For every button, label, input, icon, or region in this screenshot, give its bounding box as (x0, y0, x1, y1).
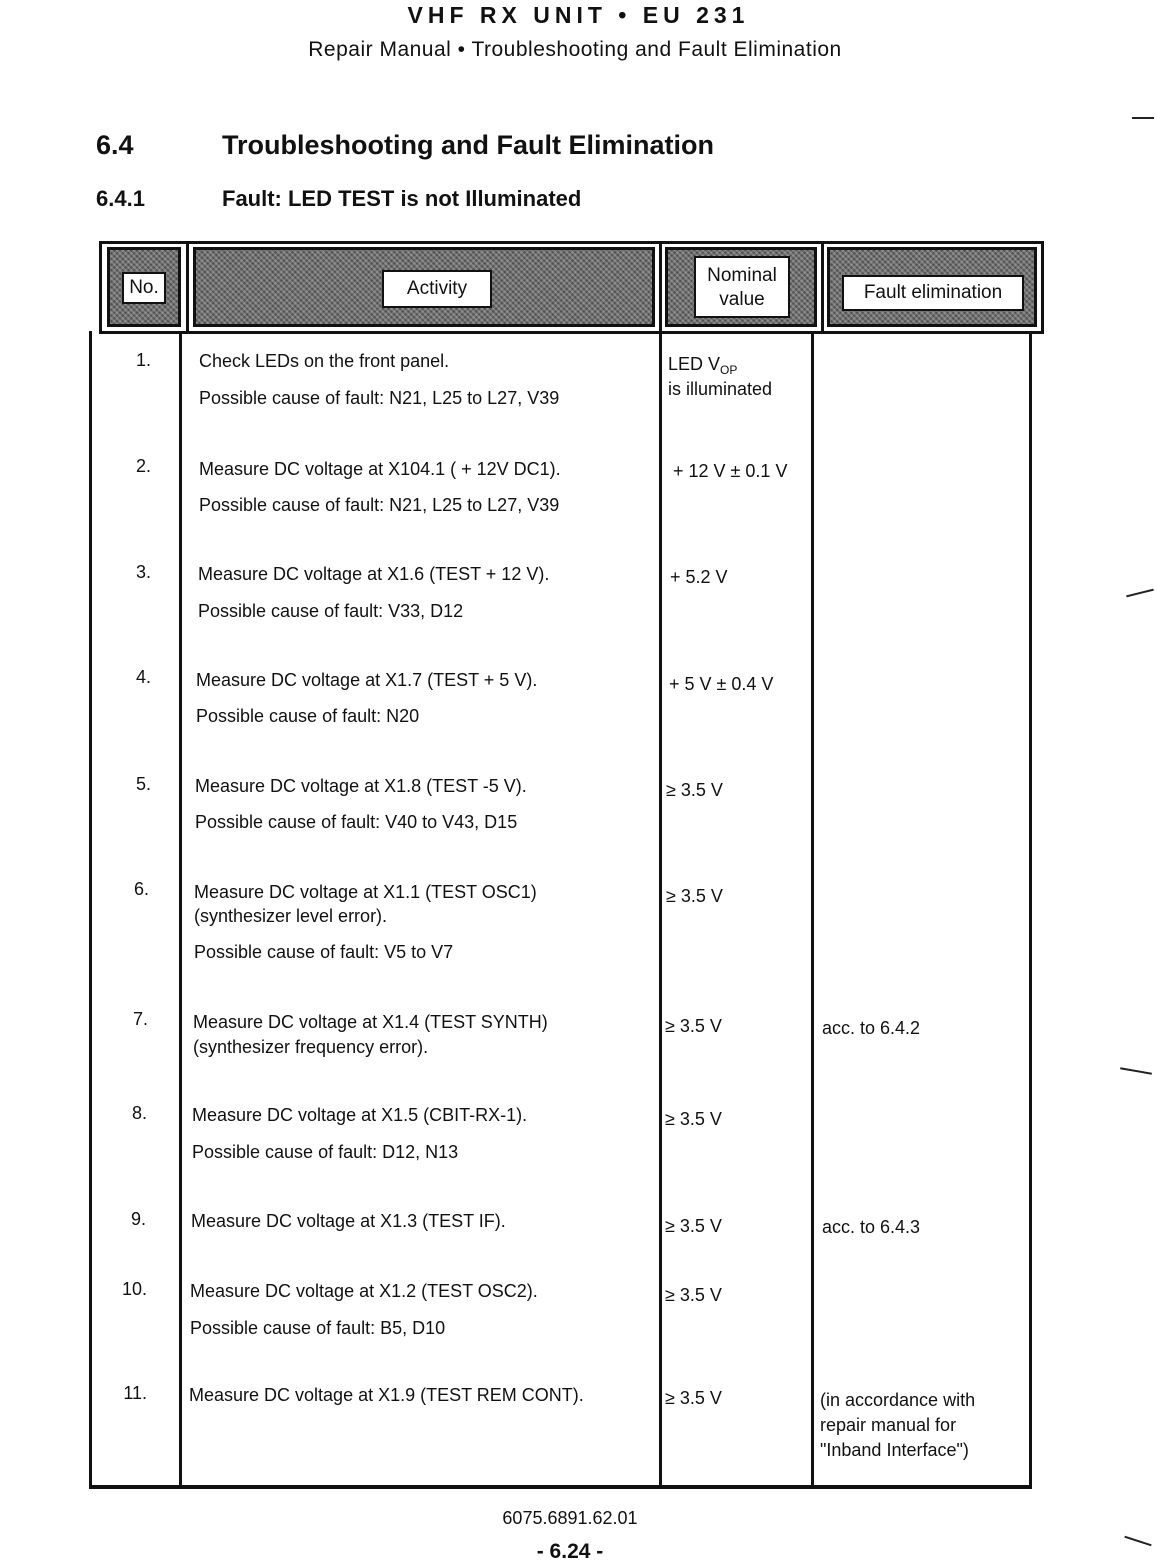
row-1-cause: Possible cause of fault: N21, L25 to L27, V39 (199, 388, 560, 408)
table-border-right (1029, 331, 1032, 1489)
row-4-nominal: + 5 V ± 0.4 V (669, 674, 774, 694)
row-1-nominal-main: LED V (668, 354, 721, 374)
row-2-activity: Measure DC voltage at X104.1 ( + 12V DC1). (199, 459, 561, 479)
row-5-activity: Measure DC voltage at X1.8 (TEST -5 V). (195, 776, 527, 796)
row-5-cause: Possible cause of fault: V40 to V43, D15 (195, 812, 518, 832)
row-11-activity: Measure DC voltage at X1.9 (TEST REM CONT). (189, 1385, 584, 1405)
header-nominal-line2: value (719, 289, 765, 310)
col-divider-1-head (186, 241, 189, 334)
row-2-nominal: + 12 V ± 0.1 V (673, 461, 788, 481)
scan-mark (1120, 1067, 1152, 1075)
header-cell-no (107, 247, 181, 327)
row-11-fault-line3: "Inband Interface") (820, 1440, 969, 1460)
row-7-activity: Measure DC voltage at X1.4 (TEST SYNTH) (193, 1012, 548, 1032)
table-border-left (89, 331, 92, 1489)
subsection-title: Fault: LED TEST is not Illuminated (222, 186, 582, 211)
document-code: 6075.6891.62.01 (502, 1508, 638, 1528)
header-cell-fault (827, 247, 1037, 327)
row-8-no: 8. (131, 1103, 147, 1123)
row-11-fault-line2: repair manual for (820, 1415, 957, 1435)
row-7-activity-line2: (synthesizer frequency error). (193, 1037, 429, 1057)
row-11-nominal: ≥ 3.5 V (665, 1388, 722, 1408)
header-divider (99, 331, 1043, 334)
row-6-nominal: ≥ 3.5 V (666, 886, 723, 906)
row-10-nominal: ≥ 3.5 V (665, 1285, 722, 1305)
row-9-activity: Measure DC voltage at X1.3 (TEST IF). (191, 1211, 506, 1231)
row-3-cause: Possible cause of fault: V33, D12 (198, 601, 464, 621)
row-10-activity: Measure DC voltage at X1.2 (TEST OSC2). (190, 1281, 538, 1301)
row-2-cause: Possible cause of fault: N21, L25 to L27, V39 (199, 495, 560, 515)
col-divider-1 (179, 331, 182, 1489)
row-3-nominal: + 5.2 V (670, 567, 728, 587)
row-1-no: 1. (135, 350, 151, 370)
section-number: 6.4 (96, 130, 134, 160)
row-3-no: 3. (135, 562, 151, 582)
row-7-nominal: ≥ 3.5 V (665, 1016, 722, 1036)
row-5-no: 5. (135, 774, 151, 794)
header-activity: Activity (382, 270, 492, 308)
table-border-bottom (89, 1485, 1031, 1489)
row-8-nominal: ≥ 3.5 V (665, 1109, 722, 1129)
troubleshooting-table (89, 241, 1043, 1489)
table-border-top (99, 241, 1043, 244)
row-9-fault: acc. to 6.4.3 (822, 1217, 921, 1237)
row-11-fault-line1: (in accordance with (820, 1390, 976, 1410)
row-1-nominal-line2: is illuminated (668, 379, 773, 399)
row-6-cause: Possible cause of fault: V5 to V7 (194, 942, 454, 962)
row-2-no: 2. (135, 456, 151, 476)
row-11-no: 11. (123, 1383, 147, 1403)
row-10-no: 10. (121, 1279, 147, 1299)
row-5-nominal: ≥ 3.5 V (666, 780, 723, 800)
row-4-no: 4. (135, 667, 151, 687)
document-subtitle: Repair Manual • Troubleshooting and Fault Elimination (308, 38, 842, 61)
row-3-activity: Measure DC voltage at X1.6 (TEST + 12 V). (198, 564, 550, 584)
section-title: Troubleshooting and Fault Elimination (222, 130, 714, 160)
row-7-no: 7. (132, 1009, 148, 1029)
page-number: - 6.24 - (536, 1540, 604, 1563)
row-1-activity: Check LEDs on the front panel. (199, 351, 450, 371)
col-divider-2 (659, 241, 662, 1489)
row-6-no: 6. (133, 879, 149, 899)
header-cell-activity (193, 247, 655, 327)
header-border-left (99, 241, 102, 331)
col-divider-3 (811, 331, 814, 1489)
header-border-right (1041, 241, 1044, 334)
header-fault: Fault elimination (842, 275, 1024, 311)
row-10-cause: Possible cause of fault: B5, D10 (190, 1318, 446, 1338)
scan-mark (1132, 117, 1154, 119)
document-title: VHF RX UNIT • EU 231 (407, 2, 750, 28)
header-nominal-line1: Nominal (707, 265, 777, 286)
header-cell-nominal (665, 247, 817, 327)
col-divider-3-head (821, 241, 824, 334)
row-7-fault: acc. to 6.4.2 (822, 1018, 921, 1038)
row-8-activity: Measure DC voltage at X1.5 (CBIT-RX-1). (192, 1105, 528, 1125)
row-1-nominal-sub: OP (720, 363, 738, 377)
row-4-cause: Possible cause of fault: N20 (196, 706, 420, 726)
row-9-nominal: ≥ 3.5 V (665, 1216, 722, 1236)
row-9-no: 9. (130, 1209, 146, 1229)
header-no: No. (122, 272, 166, 304)
row-4-activity: Measure DC voltage at X1.7 (TEST + 5 V). (196, 670, 538, 690)
row-6-activity: Measure DC voltage at X1.1 (TEST OSC1) (194, 882, 537, 902)
row-6-activity-line2: (synthesizer level error). (194, 906, 388, 926)
subsection-number: 6.4.1 (96, 186, 145, 211)
scan-mark (1126, 589, 1154, 598)
header-nominal (694, 256, 790, 318)
row-8-cause: Possible cause of fault: D12, N13 (192, 1142, 459, 1162)
